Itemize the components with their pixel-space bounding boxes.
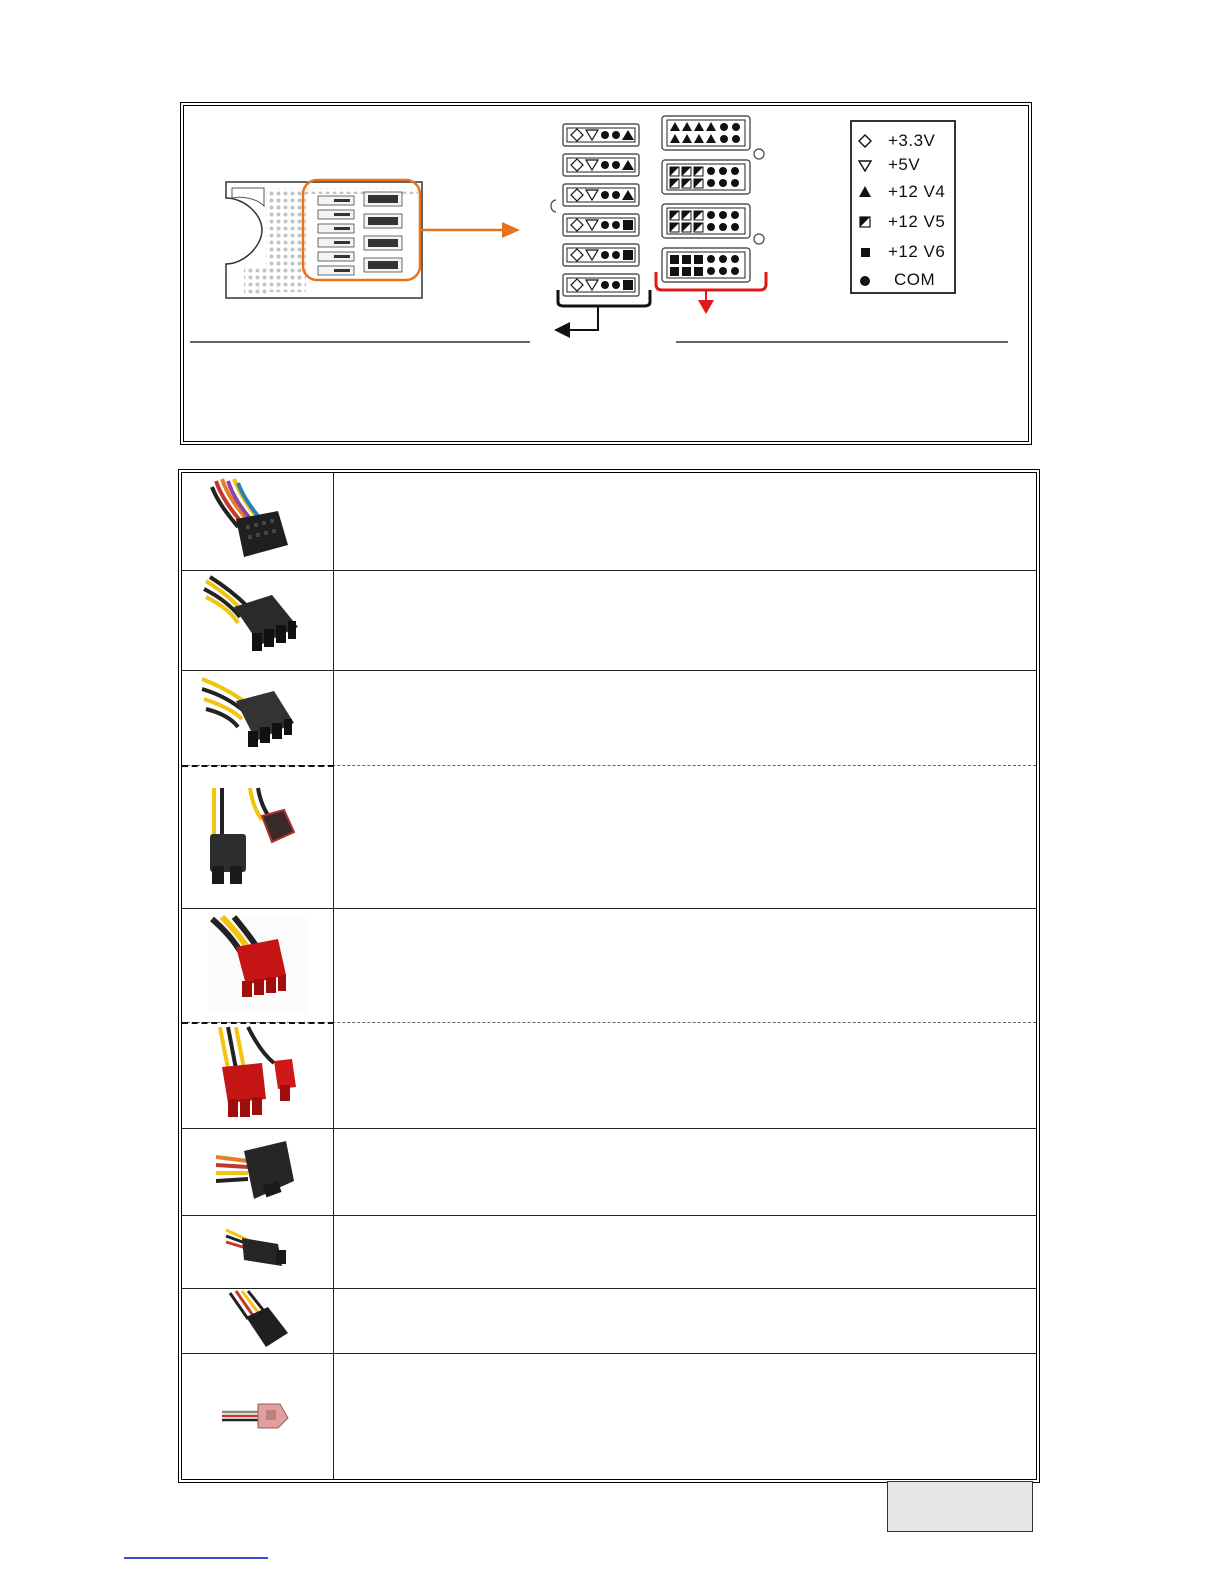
legend-item: +12 V6 <box>852 241 956 265</box>
cpu-4plus4-connector-icon <box>182 766 334 909</box>
triangle-filled-icon <box>856 183 874 201</box>
atx-24pin-connector-icon <box>182 473 334 571</box>
pcie-8pin-red-connector-icon <box>182 909 334 1023</box>
square-half-icon <box>856 213 874 231</box>
square-filled-icon <box>856 243 874 261</box>
eps-8pin-connector-icon <box>182 571 334 671</box>
pcie-8pin-connector-icon <box>182 671 334 766</box>
circle-filled-icon <box>856 271 874 289</box>
footer-link-underline[interactable] <box>124 1557 268 1559</box>
fan-3pin-connector-icon <box>182 1354 334 1479</box>
table-row <box>182 1023 1036 1129</box>
sata-slim-connector-icon <box>182 1216 334 1289</box>
cable-table <box>178 469 1040 1483</box>
table-row <box>182 1289 1036 1354</box>
connector-diagram-panel <box>180 102 1032 445</box>
voltage-legend <box>850 120 956 294</box>
sata-connector-icon <box>182 1129 334 1216</box>
legend-item: +12 V4 <box>852 181 956 205</box>
legend-item: +3.3V <box>852 130 956 154</box>
table-row <box>182 671 1036 766</box>
legend-item: COM <box>852 269 956 293</box>
legend-item: +12 V5 <box>852 211 956 235</box>
table-row <box>182 473 1036 571</box>
molex-4pin-connector-icon <box>182 1289 334 1354</box>
triangle-open-icon <box>856 156 874 174</box>
legend-item: +5V <box>852 154 956 178</box>
main-connector-column <box>656 116 766 314</box>
pcie-6plus2-red-connector-icon <box>182 1023 334 1129</box>
peripheral-connector-column <box>551 124 650 338</box>
table-row <box>182 571 1036 671</box>
psu-modular-backplate-icon <box>226 180 520 298</box>
table-row <box>182 1216 1036 1289</box>
table-row <box>182 1354 1036 1479</box>
table-row <box>182 766 1036 909</box>
page-number-tab <box>887 1481 1033 1532</box>
diamond-open-icon <box>856 132 874 150</box>
table-row <box>182 909 1036 1023</box>
table-row <box>182 1129 1036 1216</box>
